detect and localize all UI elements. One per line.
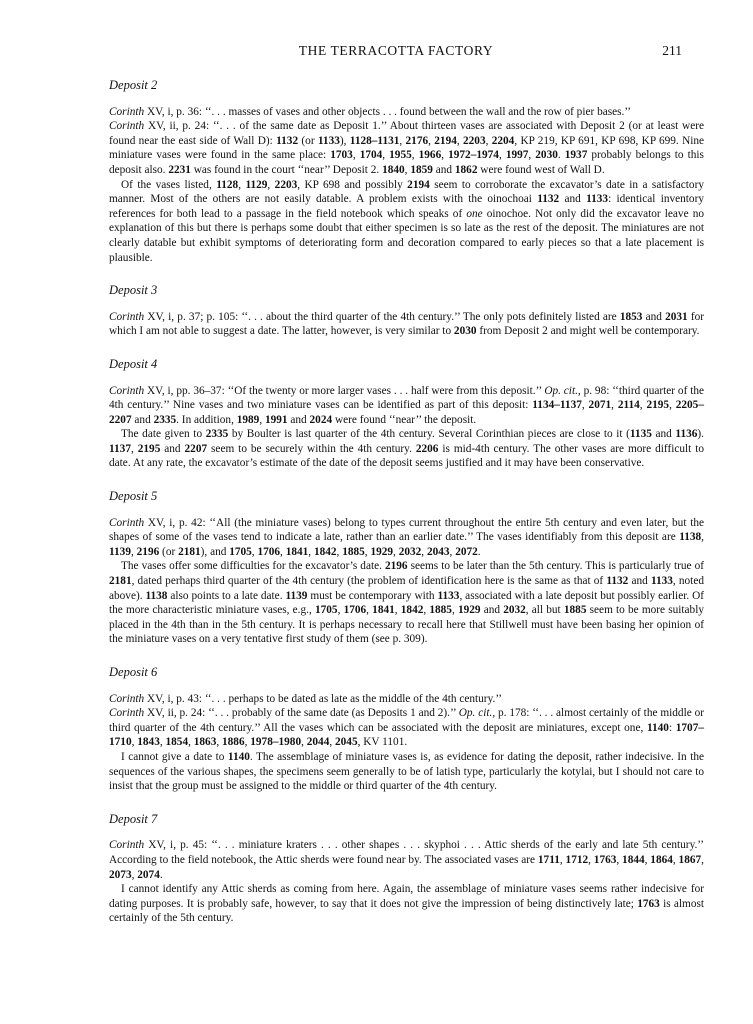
paragraph: The vases offer some difficulties for the excavator’s date. 2196 seems to be later than the 5th century. This is particularly true of 2181, dated perhaps third quarter of the 4th century (the problem of identification here is the same as that of 1132 and 1133, noted above). 1138 also points to a late date. 1139 must be contemporary with 1133, associated with a late deposit but possibly earlier. Of the more characteristic miniature vases, e.g., 1705, 1706, 1841, 1842, 1885, 1929 and 2032, all but 1885 seem to be more suitably placed in the 4th than in the 5th century. It is perhaps necessary to recall here that Stillwell must have been basing her opinion of the miniature vases on a very tentative first study of them (see p. 309). [109, 560, 705, 646]
paragraph: Corinth XV, i, pp. 36–37: ‘‘Of the twenty or more larger vases . . . half were from this deposit.’’ Op. cit., p. 98: ‘‘third quarter of the 4th century.’’ Nine vases and two miniature vases can be identified as part of this deposit: 1134–1137, 2071, 2114, 2195, 2205–2207 and 2335. In addition, 1989, 1991 and 2024 were found ‘‘near’’ the deposit. [109, 384, 704, 426]
deposit-section [109, 489, 704, 647]
deposit-heading: Deposit 7 [109, 811, 158, 826]
running-title: THE TERRACOTTA FACTORY [298, 43, 494, 58]
paragraph: Corinth XV, ii, p. 24: ‘‘. . . of the same date as Deposit 1.’’ About thirteen vases are associated with Deposit 2 (or at least were found near the east side of Wall D): 1132 (or 1133), 1128–1131, 2176, 2194, 2203, 2204, KP 219, KP 691, KP 698, KP 699. Nine miniature vases were found in the same place: 1703, 1704, 1955, 1966, 1972–1974, 1997, 2030. 1937 probably belongs to this deposit also. 2231 was found in the court ‘‘near’’ Deposit 2. 1840, 1859 and 1862 were found west of Wall D. [109, 120, 705, 176]
paragraph: The date given to 2335 by Boulter is last quarter of the 4th century. Several Corinthian pieces are close to it (1135 and 1136). 1137, 2195 and 2207 seem to be securely within the 4th century. 2206 is mid-4th century. The other vases are more difficult to date. At any rate, the excavator’s estimate of the date of the deposit seems justified and it may have been conservative. [109, 428, 705, 470]
deposit-heading: Deposit 3 [109, 283, 158, 298]
paragraph: Corinth XV, i, p. 42: ‘‘All (the miniature vases) belong to types current throughout the entire 5th century and even later, but the shapes of some of the vases tend to indicate a late, rather than an earlier date.’’ The vases identifiably from this deposit are 1138, 1139, 2196 (or 2181), and 1705, 1706, 1841, 1842, 1885, 1929, 2032, 2043, 2072. [109, 516, 704, 558]
deposit-section [109, 78, 704, 265]
deposit-heading: Deposit 6 [109, 665, 158, 679]
deposit-section [109, 812, 704, 926]
deposit-heading: Deposit 5 [109, 489, 158, 504]
page-header [110, 44, 682, 64]
deposit-section [109, 283, 704, 339]
page-number: 211 [662, 43, 682, 58]
deposit-heading: Deposit 4 [109, 356, 158, 371]
paragraph: Corinth XV, i, p. 37; p. 105: ‘‘. . . about the third quarter of the 4th century.’’ The only pots definitely listed are 1853 and 2031 for which I am not able to suggest a date. The latter, however, is very similar to 2030 from Deposit 2 and might well be contemporary. [109, 310, 705, 338]
paragraph: Corinth XV, i, p. 36: ‘‘. . . masses of vases and other objects . . . found between the wall and the row of pier bases.’’ [109, 105, 632, 118]
paragraph: I cannot identify any Attic sherds as coming from here. Again, the assemblage of miniature vases seems rather indecisive for dating purposes. It is probably safe, however, to say that it does not give the impression of being distinctively late; 1763 is almost certainly of the 5th century. [109, 883, 704, 925]
deposit-section [109, 357, 704, 471]
deposit-section [109, 665, 704, 794]
paragraph: Of the vases listed, 1128, 1129, 2203, KP 698 and possibly 2194 seem to corroborate the excavator’s date in a satisfactory manner. Most of the others are not easily datable. A problem exists with the oinochoai 1132 and 1133: identical inventory references for both lead to a passage in the field notebook which speaks of one oinochoe. Not only did the excavator leave no explanation of this but there is perhaps some doubt that either specimen is so late as the rest of the deposit. The miniatures are not clearly datable but exhibit symptoms of deteriorating form and decoration compared to early pieces so that a late placement is plausible. [109, 178, 704, 264]
paragraph: Corinth XV, i, p. 43: ‘‘. . . perhaps to be dated as late as the middle of the 4th century.’’ [109, 692, 502, 705]
paragraph: I cannot give a date to 1140. The assemblage of miniature vases is, as evidence for dating the deposit, rather indecisive. In the sequences of the various shapes, the specimens seem generally to be of latish type, particularly the kotylai, but I should not care to insist that the group must be assigned to the middle or third quarter of the 4th century. [109, 750, 704, 793]
paragraph: Corinth XV, i, p. 45: ‘‘. . . miniature kraters . . . other shapes . . . skyphoi . . . Attic sherds of the early and late 5th century.’’ According to the field notebook, the Attic sherds were found near by. The associated vases are 1711, 1712, 1763, 1844, 1864, 1867, 2073, 2074. [109, 839, 704, 881]
deposit-heading: Deposit 2 [109, 78, 158, 92]
page-body [109, 78, 704, 944]
paragraph: Corinth XV, ii, p. 24: ‘‘. . . probably of the same date (as Deposits 1 and 2).’’ Op. cit., p. 178: ‘‘. . . almost certainly of the middle or third quarter of the 4th century.’’ All the vases which can be associated with the deposit are miniatures, except one, 1140: 1707–1710, 1843, 1854, 1863, 1886, 1978–1980, 2044, 2045, KV 1101. [109, 707, 705, 749]
